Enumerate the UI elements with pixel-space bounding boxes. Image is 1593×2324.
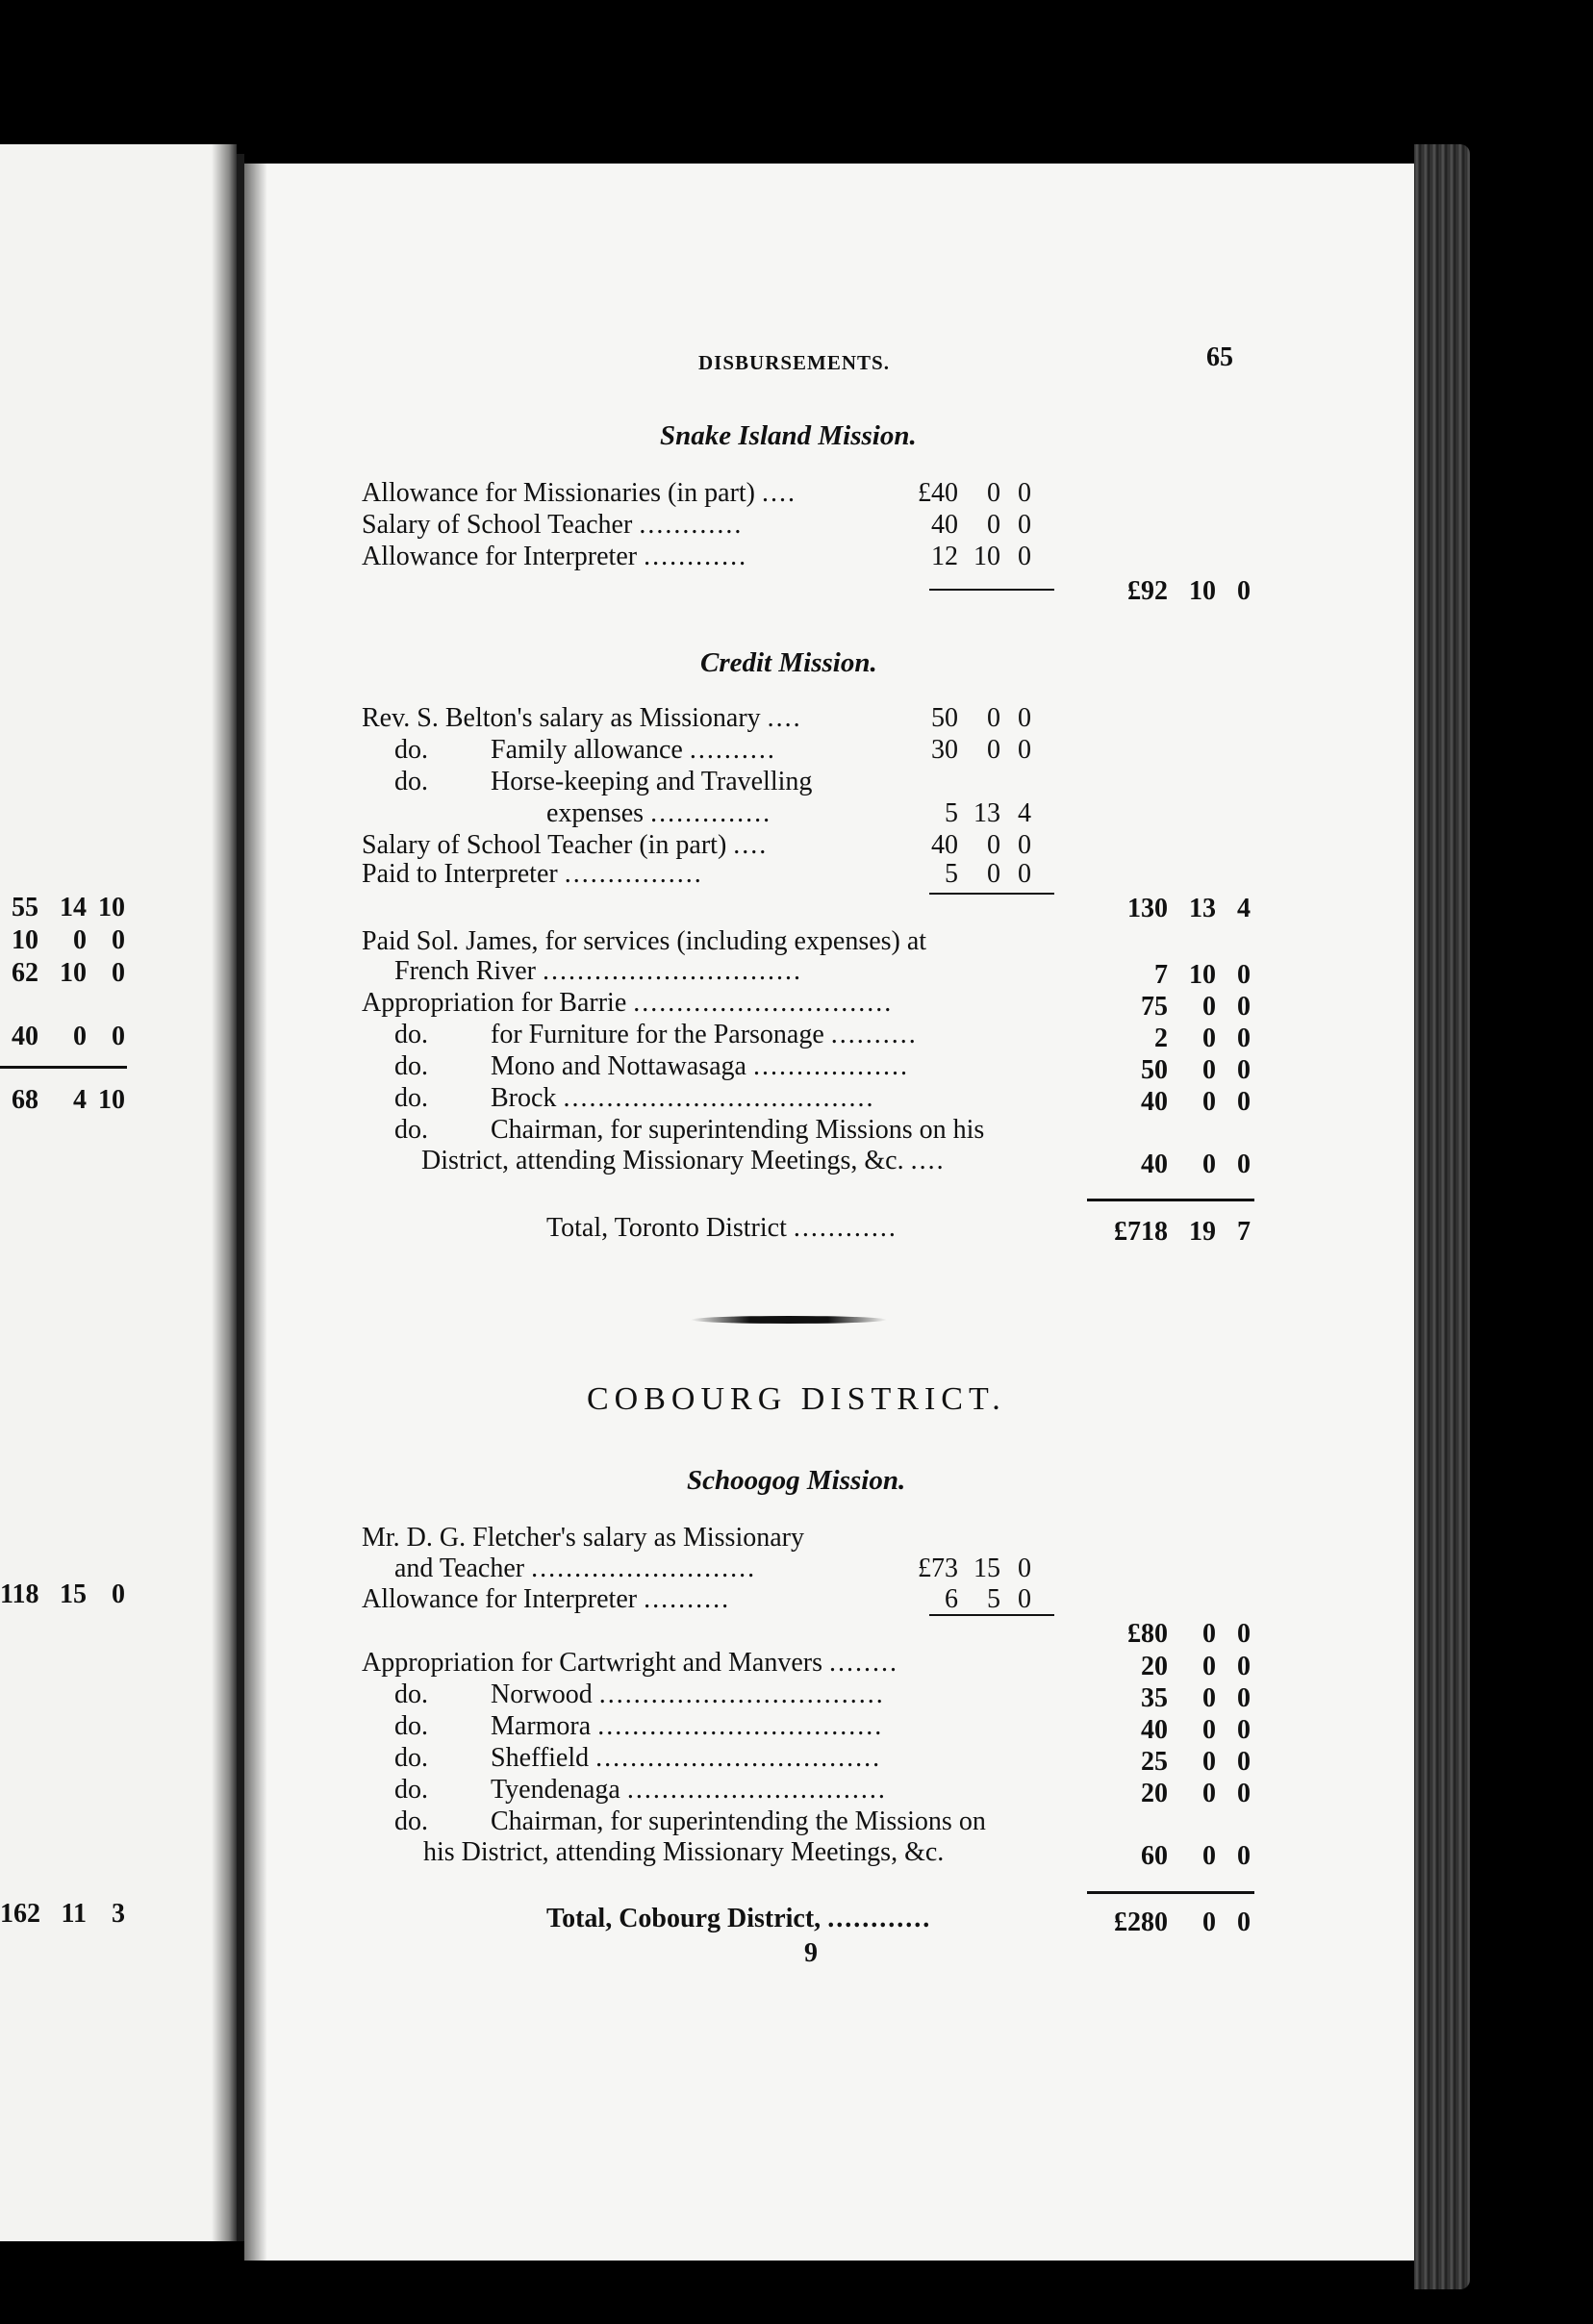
subtotal-pounds: £80 [1127, 1619, 1168, 1649]
line-item-label: Norwood ................................. [491, 1680, 885, 1709]
book-edge [1414, 144, 1470, 2289]
page-number: 65 [1206, 342, 1233, 372]
ditto-label: do. [394, 735, 428, 765]
line-item-label: Salary of School Teacher (in part) .... [362, 830, 769, 860]
subtotal-rule [929, 893, 1054, 895]
signature-mark: 9 [804, 1938, 818, 1968]
total-shillings: 0 [1202, 1907, 1216, 1937]
line-item-label: Mono and Nottawasaga .................. [491, 1051, 909, 1081]
left-pence: 10 [98, 893, 125, 922]
amount-shillings: 0 [987, 703, 1000, 733]
amount-pence: 0 [1237, 1779, 1251, 1808]
total-shillings: 19 [1189, 1217, 1216, 1247]
left-pence: 3 [112, 1899, 125, 1929]
amount-pence: 0 [1018, 1554, 1031, 1583]
line-item-label: Sheffield ................................. [491, 1743, 882, 1773]
amount-pence: 0 [1018, 735, 1031, 765]
amount-pounds: 40 [1141, 1715, 1168, 1745]
ditto-label: do. [394, 1806, 428, 1836]
ditto-label: do. [394, 767, 428, 796]
amount-pounds: 30 [931, 735, 958, 765]
line-item-label: and Teacher .......................... [394, 1554, 757, 1583]
left-row [0, 1085, 135, 1118]
total-pounds: £718 [1114, 1217, 1168, 1247]
total-rule [1087, 1891, 1254, 1894]
line-item-label: Chairman, for superintending the Missions on [491, 1806, 986, 1836]
amount-pounds: 6 [945, 1584, 958, 1614]
amount-pounds: 20 [1141, 1652, 1168, 1681]
ditto-label: do. [394, 1083, 428, 1113]
amount-pence: 0 [1237, 992, 1251, 1022]
amount-pence: 0 [1237, 960, 1251, 990]
line-item-label: District, attending Missionary Meetings, &c. .... [421, 1146, 946, 1175]
amount-shillings: 0 [1202, 1779, 1216, 1808]
line-item-label: Mr. D. G. Fletcher's salary as Missionary [362, 1523, 804, 1553]
amount-shillings: 0 [1202, 1747, 1216, 1777]
amount-shillings: 10 [974, 542, 1000, 571]
amount-pounds: 7 [1154, 960, 1168, 990]
line-item-label: Rev. S. Belton's salary as Missionary .... [362, 703, 802, 733]
amount-pounds: 25 [1141, 1747, 1168, 1777]
amount-pence: 0 [1018, 542, 1031, 571]
amount-pence: 0 [1018, 703, 1031, 733]
line-item-label: Allowance for Interpreter ............ [362, 542, 748, 571]
amount-pence: 0 [1237, 1715, 1251, 1745]
amount-shillings: 13 [974, 798, 1000, 828]
amount-shillings: 5 [987, 1584, 1000, 1614]
subtotal-shillings: 13 [1189, 894, 1216, 923]
amount-shillings: 15 [974, 1554, 1000, 1583]
left-pence: 0 [112, 1022, 125, 1051]
amount-shillings: 0 [987, 859, 1000, 889]
left-rule [0, 1066, 127, 1069]
left-shillings: 11 [61, 1899, 87, 1929]
ditto-label: do. [394, 1020, 428, 1049]
line-item-label: Paid Sol. James, for services (including expenses) at [362, 926, 927, 956]
left-pounds: 68 [12, 1085, 38, 1115]
amount-shillings: 0 [1202, 1023, 1216, 1053]
section-divider [691, 1316, 887, 1324]
main-page [244, 164, 1414, 2261]
amount-shillings: 0 [987, 830, 1000, 860]
amount-pounds: £40 [918, 478, 958, 508]
amount-pounds: 75 [1141, 992, 1168, 1022]
ditto-label: do. [394, 1115, 428, 1145]
left-pence: 10 [98, 1085, 125, 1115]
subtotal-pounds: 130 [1127, 894, 1168, 923]
ditto-label: do. [394, 1051, 428, 1081]
left-shillings: 14 [60, 893, 87, 922]
left-shillings: 0 [73, 1022, 87, 1051]
left-pounds: 40 [12, 1022, 38, 1051]
subtotal-pence: 4 [1237, 894, 1251, 923]
left-pounds: 118 [0, 1579, 39, 1609]
total-pence: 7 [1237, 1217, 1251, 1247]
line-item-label: Horse-keeping and Travelling [491, 767, 813, 796]
amount-pence: 0 [1018, 1584, 1031, 1614]
amount-pence: 0 [1237, 1841, 1251, 1871]
amount-shillings: 0 [1202, 1683, 1216, 1713]
amount-shillings: 0 [987, 510, 1000, 540]
section-title-schoogog: Schoogog Mission. [687, 1465, 906, 1496]
amount-pounds: 20 [1141, 1779, 1168, 1808]
district-title-cobourg: COBOURG DISTRICT. [587, 1381, 1006, 1417]
book-spine [237, 154, 244, 2241]
amount-pence: 0 [1018, 510, 1031, 540]
line-item-label: his District, attending Missionary Meetings, &c. [423, 1837, 945, 1867]
amount-shillings: 0 [1202, 1841, 1216, 1871]
amount-shillings: 0 [1202, 1087, 1216, 1117]
amount-pounds: 40 [1141, 1087, 1168, 1117]
line-item-label: Salary of School Teacher ............ [362, 510, 744, 540]
line-item-label: Paid to Interpreter ................ [362, 859, 703, 889]
gutter-shadow [212, 144, 237, 2241]
total-shillings: 10 [1189, 576, 1216, 606]
line-item-label: Allowance for Missionaries (in part) .... [362, 478, 796, 508]
line-item-label: Brock .................................... [491, 1083, 875, 1113]
amount-pounds: 40 [931, 510, 958, 540]
amount-pence: 0 [1237, 1023, 1251, 1053]
subtotal-rule [929, 589, 1054, 591]
total-pounds: £92 [1127, 576, 1168, 606]
line-item-label: for Furniture for the Parsonage .......... [491, 1020, 918, 1049]
amount-shillings: 0 [1202, 992, 1216, 1022]
left-shillings: 0 [73, 925, 87, 955]
total-pence: 0 [1237, 576, 1251, 606]
amount-pence: 0 [1018, 830, 1031, 860]
amount-pounds: 50 [1141, 1055, 1168, 1085]
left-row [0, 958, 135, 991]
left-pounds: 10 [12, 925, 38, 955]
left-pence: 0 [112, 925, 125, 955]
total-label: Total, Toronto District ............ [546, 1213, 898, 1243]
left-row [0, 925, 135, 958]
left-page-fragment [0, 144, 237, 2241]
left-pounds: 62 [12, 958, 38, 988]
running-header: DISBURSEMENTS. [698, 351, 890, 374]
left-row [0, 893, 135, 925]
amount-shillings: 0 [1202, 1652, 1216, 1681]
left-pence: 0 [112, 958, 125, 988]
ditto-label: do. [394, 1775, 428, 1805]
subtotal-shillings: 0 [1202, 1619, 1216, 1649]
section-title-credit: Credit Mission. [700, 647, 877, 678]
amount-pence: 0 [1237, 1652, 1251, 1681]
line-item-label: Chairman, for superintending Missions on his [491, 1115, 985, 1145]
total-pence: 0 [1237, 1907, 1251, 1937]
amount-pence: 0 [1018, 478, 1031, 508]
amount-pence: 0 [1018, 859, 1031, 889]
amount-pence: 0 [1237, 1683, 1251, 1713]
left-shillings: 15 [60, 1579, 87, 1609]
amount-pounds: £73 [918, 1554, 958, 1583]
amount-pence: 0 [1237, 1149, 1251, 1179]
amount-pounds: 2 [1154, 1023, 1168, 1053]
amount-pence: 0 [1237, 1055, 1251, 1085]
page-edge-shadow [244, 164, 267, 2261]
amount-pounds: 60 [1141, 1841, 1168, 1871]
amount-pence: 0 [1237, 1087, 1251, 1117]
ditto-label: do. [394, 1743, 428, 1773]
amount-shillings: 0 [1202, 1149, 1216, 1179]
line-item-label: Appropriation for Cartwright and Manvers ........ [362, 1648, 898, 1678]
left-pence: 0 [112, 1579, 125, 1609]
left-row [0, 1899, 135, 1932]
line-item-label: Marmora ................................. [491, 1711, 884, 1741]
section-title-snake-island: Snake Island Mission. [660, 420, 917, 451]
left-row [0, 1022, 135, 1054]
line-item-label: expenses .............. [546, 798, 772, 828]
amount-pounds: 50 [931, 703, 958, 733]
amount-pounds: 12 [931, 542, 958, 571]
total-label: Total, Cobourg District, ............ [546, 1904, 932, 1933]
ditto-label: do. [394, 1680, 428, 1709]
line-item-label: French River .............................. [394, 956, 802, 986]
subtotal-pence: 0 [1237, 1619, 1251, 1649]
subtotal-rule [929, 1614, 1054, 1616]
amount-pounds: 5 [945, 859, 958, 889]
left-pounds: 55 [12, 893, 38, 922]
left-pounds: 162 [0, 1899, 40, 1929]
left-shillings: 10 [60, 958, 87, 988]
amount-shillings: 0 [987, 735, 1000, 765]
amount-pounds: 40 [1141, 1149, 1168, 1179]
amount-shillings: 0 [987, 478, 1000, 508]
amount-pounds: 40 [931, 830, 958, 860]
line-item-label: Tyendenaga .............................. [491, 1775, 887, 1805]
line-item-label: Family allowance .......... [491, 735, 776, 765]
amount-pounds: 35 [1141, 1683, 1168, 1713]
amount-pounds: 5 [945, 798, 958, 828]
total-rule [1087, 1199, 1254, 1201]
ditto-label: do. [394, 1711, 428, 1741]
amount-shillings: 10 [1189, 960, 1216, 990]
line-item-label: Allowance for Interpreter .......... [362, 1584, 731, 1614]
left-shillings: 4 [73, 1085, 87, 1115]
amount-pence: 4 [1018, 798, 1031, 828]
amount-shillings: 0 [1202, 1055, 1216, 1085]
total-pounds: £280 [1114, 1907, 1168, 1937]
amount-pence: 0 [1237, 1747, 1251, 1777]
amount-shillings: 0 [1202, 1715, 1216, 1745]
line-item-label: Appropriation for Barrie .............................. [362, 988, 894, 1018]
left-row [0, 1579, 135, 1612]
